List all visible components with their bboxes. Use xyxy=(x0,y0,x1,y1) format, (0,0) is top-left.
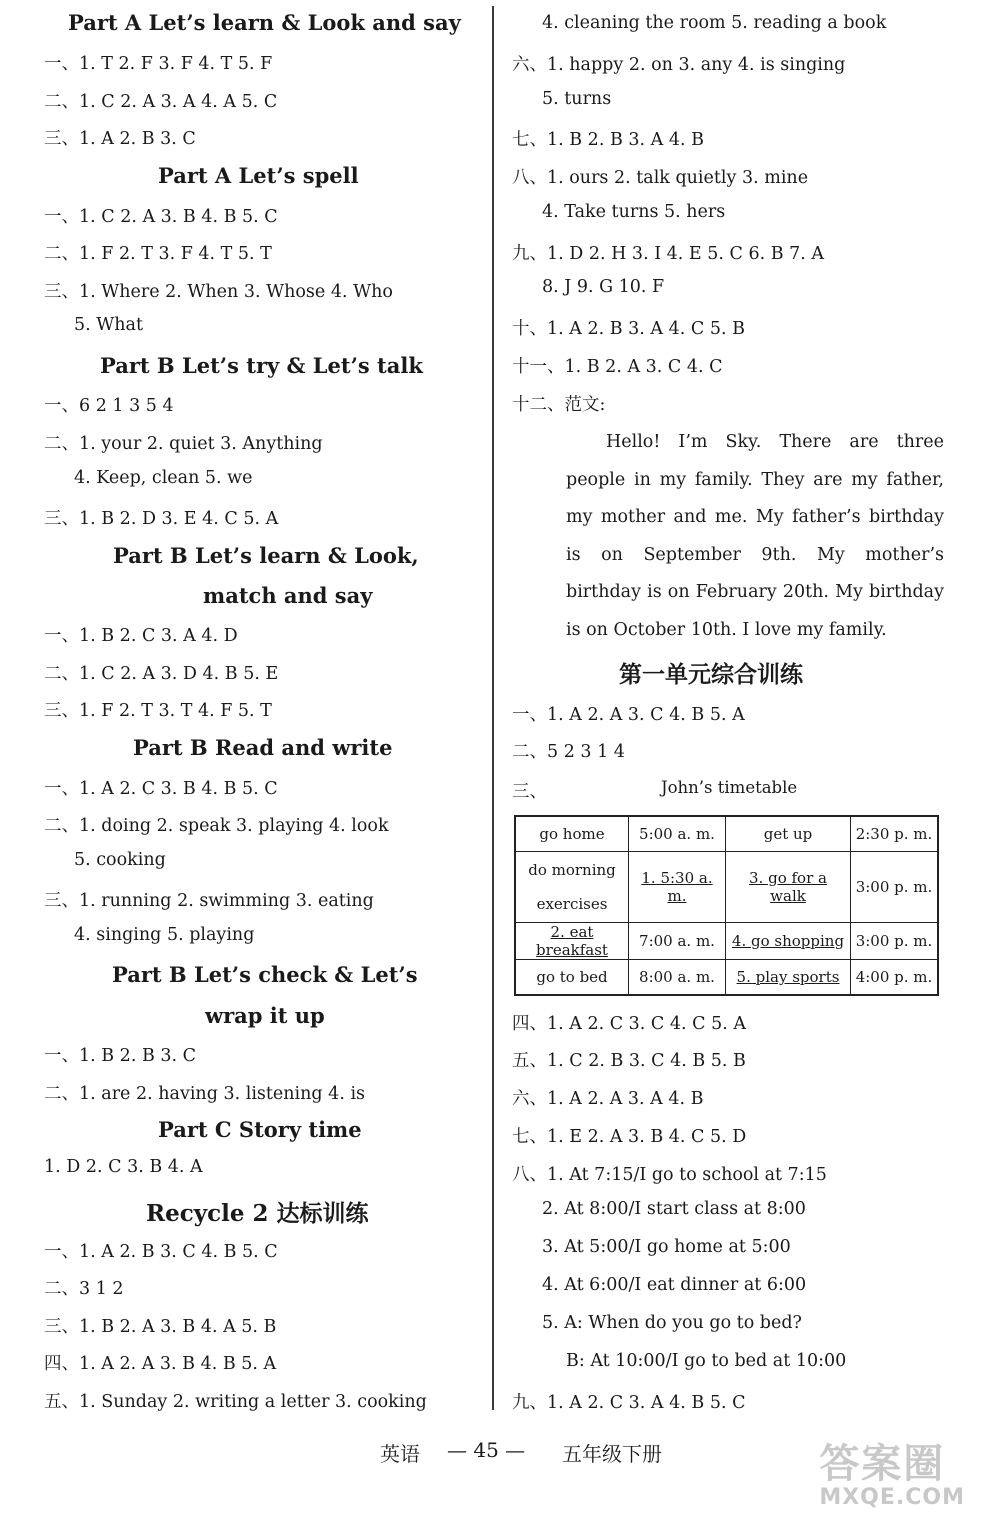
page-number: — 45 — xyxy=(447,1438,526,1462)
answer-line: 三、1. running 2. swimming 3. eating xyxy=(44,891,374,911)
answer-line: 一、1. A 2. B 3. C 4. B 5. C xyxy=(44,1242,278,1262)
answer-line: 一、1. T 2. F 3. F 4. T 5. F xyxy=(44,54,273,74)
section-heading: Part B Let’s try & Let’s talk xyxy=(100,353,423,378)
answer-line: 4. singing 5. playing xyxy=(74,925,255,945)
table-cell: do morning exercises xyxy=(515,852,629,923)
section-heading: Part B Let’s check & Let’s xyxy=(112,962,418,987)
table-cell: 5:00 a. m. xyxy=(629,816,726,852)
answer-line: 二、5 2 3 1 4 xyxy=(512,742,625,762)
answer-line: 四、1. A 2. A 3. B 4. B 5. A xyxy=(44,1354,277,1374)
table-row xyxy=(515,960,938,996)
answer-line: 六、1. A 2. A 3. A 4. B xyxy=(512,1089,704,1109)
answer-line: 一、6 2 1 3 5 4 xyxy=(44,396,174,416)
answer-line: 三、1. B 2. D 3. E 4. C 5. A xyxy=(44,509,279,529)
answer-line: 4. cleaning the room 5. reading a book xyxy=(542,13,887,33)
table-cell: go to bed xyxy=(515,960,629,996)
answer-line: 十二、范文: xyxy=(512,395,606,415)
answer-line: 八、1. ours 2. talk quietly 3. mine xyxy=(512,168,809,188)
answer-line: 一、1. A 2. C 3. B 4. B 5. C xyxy=(44,779,278,799)
answer-line: 二、1. F 2. T 3. F 4. T 5. T xyxy=(44,244,272,264)
table-cell: 1. 5:30 a. m. xyxy=(629,852,726,923)
watermark-text: 答案圈 xyxy=(819,1441,946,1487)
section-heading: Recycle 2 达标训练 xyxy=(146,1200,369,1227)
column-divider xyxy=(492,6,494,1410)
table-cell: 3. go for a walk xyxy=(726,852,851,923)
table-title: John’s timetable xyxy=(661,778,798,797)
table-cell: get up xyxy=(726,816,851,852)
answer-line: 九、1. A 2. C 3. A 4. B 5. C xyxy=(512,1393,746,1413)
essay-text: Hello! I’m Sky. There are three people in my family. They are my father, my mother and me. My father’s birthday is on September 9th. My mother’s birthday is on February 20th. My birthday is on October 10th. I love my family. xyxy=(566,432,944,640)
table-row xyxy=(515,852,938,923)
answer-line: 六、1. happy 2. on 3. any 4. is singing xyxy=(512,55,846,75)
answer-line: 一、1. C 2. A 3. B 4. B 5. C xyxy=(44,207,278,227)
section-heading: Part A Let’s learn & Look and say xyxy=(68,10,461,35)
answer-line: 三、1. B 2. A 3. B 4. A 5. B xyxy=(44,1317,277,1337)
answer-line: 二、1. are 2. having 3. listening 4. is xyxy=(44,1084,366,1104)
answer-line: 5. turns xyxy=(542,89,612,109)
table-cell: 2. eat breakfast xyxy=(515,923,629,960)
table-cell: go home xyxy=(515,816,629,852)
answer-line: 二、1. doing 2. speak 3. playing 4. look xyxy=(44,816,389,836)
answer-line: 1. D 2. C 3. B 4. A xyxy=(44,1157,203,1177)
answer-line: 五、1. Sunday 2. writing a letter 3. cooking xyxy=(44,1392,427,1412)
answer-line: 四、1. A 2. C 3. C 4. C 5. A xyxy=(512,1014,746,1034)
answer-line: 4. Take turns 5. hers xyxy=(542,202,726,222)
answer-line: 三、1. Where 2. When 3. Whose 4. Who xyxy=(44,282,393,302)
answer-line: 4. Keep, clean 5. we xyxy=(74,468,253,488)
answer-line: 三、1. F 2. T 3. T 4. F 5. T xyxy=(44,701,272,721)
answer-line: 二、1. C 2. A 3. D 4. B 5. E xyxy=(44,664,279,684)
sample-essay xyxy=(566,424,944,649)
table-cell: 3:00 p. m. xyxy=(851,852,939,923)
table-cell: 8:00 a. m. xyxy=(629,960,726,996)
answer-line: 十、1. A 2. B 3. A 4. C 5. B xyxy=(512,319,745,339)
answer-line: 五、1. C 2. B 3. C 4. B 5. B xyxy=(512,1051,746,1071)
answer-line: 5. cooking xyxy=(74,850,166,870)
answer-line: 5. What xyxy=(74,315,143,335)
answer-line: 8. J 9. G 10. F xyxy=(542,277,665,297)
section-heading: Part C Story time xyxy=(158,1117,362,1142)
footer-subject: 英语 xyxy=(380,1442,420,1466)
answer-line: 二、3 1 2 xyxy=(44,1279,124,1299)
answer-line: 一、1. B 2. B 3. C xyxy=(44,1046,197,1066)
answer-line: 三、 xyxy=(512,782,547,802)
table-cell: 3:00 p. m. xyxy=(851,923,939,960)
answer-line: 4. At 6:00/I eat dinner at 6:00 xyxy=(542,1275,807,1295)
watermark-logo xyxy=(819,1432,965,1510)
answer-line: 三、1. A 2. B 3. C xyxy=(44,129,196,149)
answer-line: 一、1. A 2. A 3. C 4. B 5. A xyxy=(512,705,745,725)
section-heading: wrap it up xyxy=(205,1003,325,1028)
answer-line: 七、1. E 2. A 3. B 4. C 5. D xyxy=(512,1127,747,1147)
table-row xyxy=(515,923,938,960)
section-heading: 第一单元综合训练 xyxy=(619,661,803,688)
section-heading: Part A Let’s spell xyxy=(158,163,359,188)
section-heading: match and say xyxy=(203,583,373,608)
table-cell: 7:00 a. m. xyxy=(629,923,726,960)
answer-line: 5. A: When do you go to bed? xyxy=(542,1313,802,1333)
answer-line: 九、1. D 2. H 3. I 4. E 5. C 6. B 7. A xyxy=(512,244,825,264)
table-cell: 4:00 p. m. xyxy=(851,960,939,996)
table-row xyxy=(515,816,938,852)
table-cell: 4. go shopping xyxy=(726,923,851,960)
answer-line: 二、1. C 2. A 3. A 4. A 5. C xyxy=(44,92,278,112)
footer-grade: 五年级下册 xyxy=(562,1442,662,1466)
section-heading: Part B Let’s learn & Look, xyxy=(113,543,419,568)
answer-line: 一、1. B 2. C 3. A 4. D xyxy=(44,626,238,646)
answer-line: 七、1. B 2. B 3. A 4. B xyxy=(512,130,704,150)
answer-line: 八、1. At 7:15/I go to school at 7:15 xyxy=(512,1165,827,1185)
answer-line: 十一、1. B 2. A 3. C 4. C xyxy=(512,357,723,377)
table-cell: 2:30 p. m. xyxy=(851,816,939,852)
table-cell: 5. play sports xyxy=(726,960,851,996)
answer-line: 2. At 8:00/I start class at 8:00 xyxy=(542,1199,806,1219)
answer-line: 3. At 5:00/I go home at 5:00 xyxy=(542,1237,791,1257)
watermark-url: MXQE.COM xyxy=(819,1485,965,1510)
answer-line: 二、1. your 2. quiet 3. Anything xyxy=(44,434,323,454)
timetable xyxy=(514,815,939,996)
answer-line: B: At 10:00/I go to bed at 10:00 xyxy=(566,1351,847,1371)
section-heading: Part B Read and write xyxy=(133,735,393,760)
